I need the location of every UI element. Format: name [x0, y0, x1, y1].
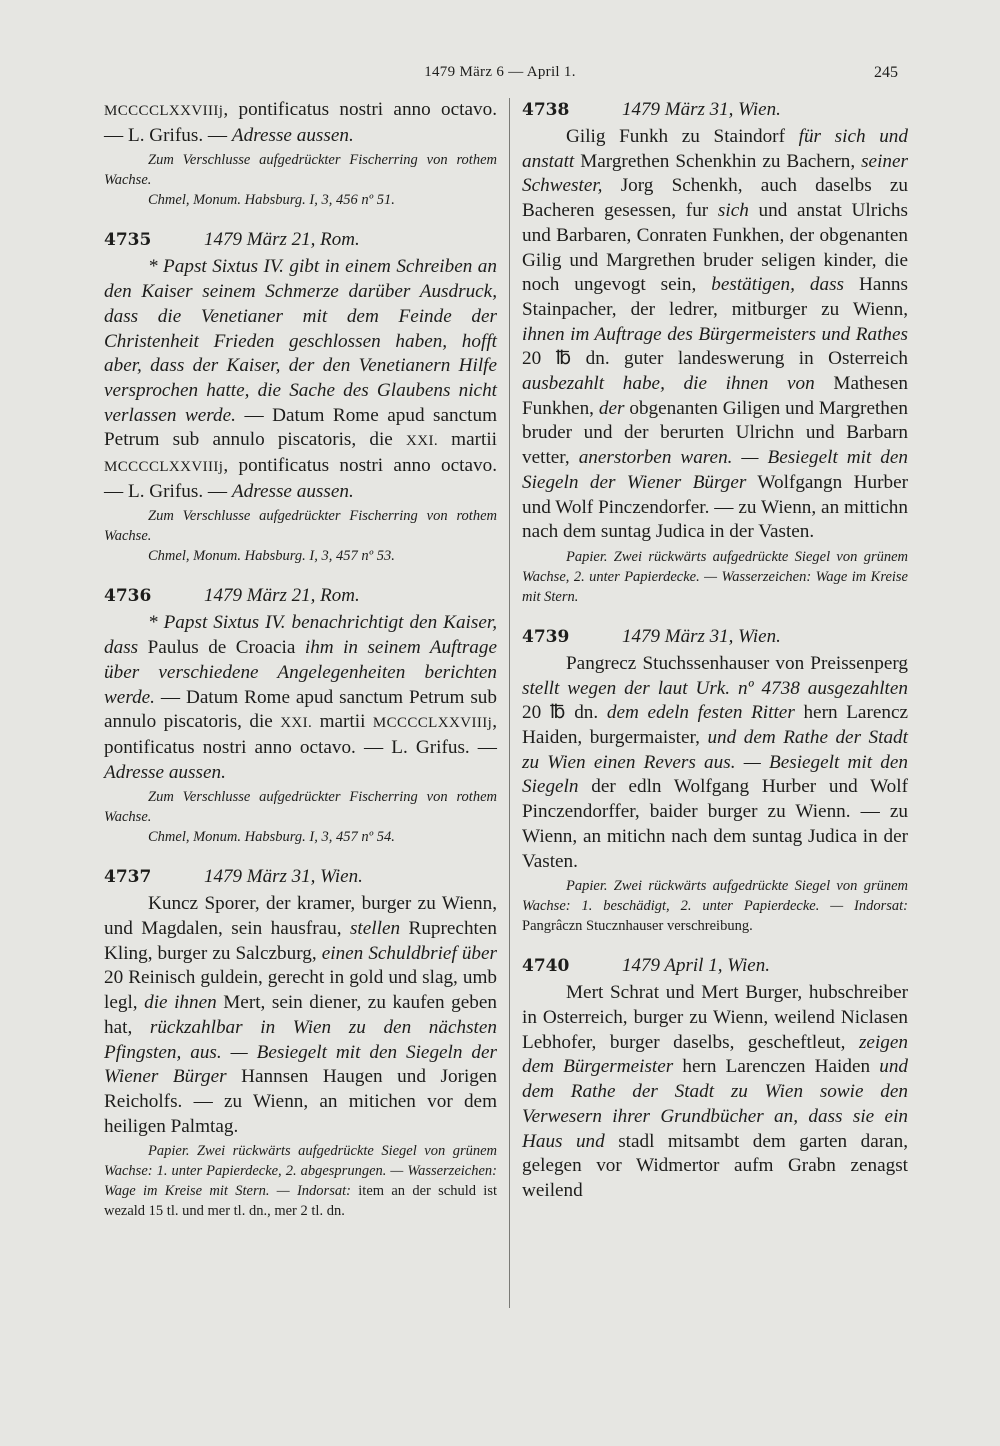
archive-note: Papier. Zwei rückwärts aufgedrückte Siegel von grünem Wachse: 1. unter Papierdecke, 2. abgesprungen. — Wasserzeichen: Wage im Kreise mit Stern. — Indorsat: item an der schuld ist wezald 15 tl. und mer tl. dn., mer 2 tl. dn. — [104, 1143, 497, 1220]
seal-note: Zum Verschlusse aufgedrückter Fischerring von rothem Wachse. — [104, 508, 497, 545]
entry-4739 — [522, 625, 908, 936]
entry-body: Gilig Funkh zu Staindorf für sich und anstatt Margrethen Schenkhin zu Bachern, seiner Schwester, Jorg Schenkh, auch daselbs zu Bacheren gesessen, fur sich und anstat Ulrichs und Barbaren, Conraten Funkhen, der obgenanten Gilig und Margrethen bruder seligen kinder, die noch ungevogt sein, bestätigen, dass Hanns Stainpacher, der ledrer, mitburger zu Wienn, ihnen im Auftrage des Bürgermeisters und Rathes 20 ℔ dn. guter landeswerung in Osterreich ausbezahlt habe, die ihnen von Mathesen Funkhen, der obgenanten Giligen und Margrethen bruder und der berurten Ulrichn und Barbarn vetter, anerstorben waren. — Besiegelt mit den Siegeln der Wiener Bürger Wolfgangn Hurber und Wolf Pinczendorfer. — zu Wienn, an mittichn nach dem suntag Judica in der Vasten. — [522, 126, 908, 543]
seal-note: Zum Verschlusse aufgedrückter Fischerring von rothem Wachse. — [104, 789, 497, 826]
entry-date: 1479 März 31, Wien. — [622, 99, 781, 120]
entry-number: 4735 — [104, 230, 152, 251]
source-citation: Chmel, Monum. Habsburg. I, 3, 457 nº 54. — [148, 829, 395, 846]
entry-body: Pangrecz Stuchssenhauser von Preissenperg stellt wegen der laut Urk. nº 4738 ausgezahlten 20 ℔ dn. dem edeln festen Ritter hern Larencz Haiden, burgermaister, und dem Rathe der Stadt zu Wien einen Revers aus. — Besiegelt mit den Siegeln der edln Wolfgang Hurber und Wolf Pinczendorffer, baider burger zu Wienn. — zu Wienn, an mitichn nach dem suntag Judica in der Vasten. — [522, 652, 908, 872]
column-divider — [509, 98, 510, 1308]
entry-date: 1479 März 31, Wien. — [204, 866, 363, 888]
right-column — [522, 98, 908, 1204]
entry-number: 4738 — [522, 100, 570, 120]
entry-date: 1479 April 1, Wien. — [622, 955, 770, 977]
entry-body: Kuncz Sporer, der kramer, burger zu Wienn, und Magdalen, sein hausfrau, stellen Ruprechten Kling, burger zu Salczburg, einen Schuldbrief über 20 Reinisch guldein, gerecht in gold und slag, umb legl, die ihnen Mert, sein diener, zu kaufen geben hat, rückzahlbar in Wien zu den nächsten Pfingsten, aus. — Besiegelt mit den Siegeln der Wiener Bürger Hannsen Haugen und Jorigen Reicholfs. — zu Wienn, an mitichen vor dem heiligen Palmtag. — [104, 893, 498, 1137]
entry-4740 — [522, 954, 908, 1203]
entry-body: * Papst Sixtus IV. gibt in einem Schreiben an den Kaiser seinem Schmerze darüber Ausdruck, dass die Venetianer mit dem Feinde der Christenheit Frieden geschlossen haben, hofft aber, dass der Kaiser, der den Venetianern Hilfe versprochen hatte, die Sache des Glaubens nicht verlassen werde. — Datum Rome apud sanctum Petrum sub annulo piscatoris, die XXI. martii MCCCCLXXVIIIj, pontificatus nostri anno octavo. — L. Grifus. — Adresse aussen. — [104, 256, 498, 502]
entry-number: 4739 — [522, 626, 570, 647]
archive-note: Papier. Zwei rückwärts aufgedrückte Siegel von grünem Wachse: 1. beschädigt, 2. unter Papierdecke. — Indorsat: Pangrâczn Stucznhauser verschreibung. — [522, 878, 908, 935]
entry-date: 1479 März 31, Wien. — [622, 625, 781, 647]
running-head — [0, 64, 1000, 86]
entry-continuation — [104, 98, 497, 210]
seal-note: Zum Verschlusse aufgedrückter Fischerring von rothem Wachse. — [104, 152, 497, 189]
running-head-title: 1479 März 6 — April 1. — [424, 64, 576, 80]
continuation-text: MCCCCLXXVIIIj, pontificatus nostri anno octavo. — L. Grifus. — Adresse aussen. — [104, 99, 497, 146]
source-citation: Chmel, Monum. Habsburg. I, 3, 457 nº 53. — [148, 548, 395, 565]
archive-note: Papier. Zwei rückwärts aufgedrückte Siegel von grünem Wachse, 2. unter Papierdecke. — Wasserzeichen: Wage im Kreise mit Stern. — [522, 548, 908, 605]
entry-4738 — [522, 98, 908, 607]
source-citation: Chmel, Monum. Habsburg. I, 3, 456 nº 51. — [148, 192, 395, 209]
entry-date: 1479 März 21, Rom. — [204, 229, 360, 251]
page-number: 245 — [874, 64, 898, 81]
left-column — [104, 98, 497, 1221]
entry-number: 4736 — [104, 586, 152, 607]
entry-body: Mert Schrat und Mert Burger, hubschreiber in Osterreich, burger zu Wienn, weilend Niclasen Lebhofer, burger daselbs, gescheftleut, zeigen dem Bürgermeister hern Larenczen Haiden und dem Rathe der Stadt zu Wien sowie den Verwesern ihrer Grundbücher an, dass sie ein Haus und stadl mitsambt dem garten daran, gelegen vor Widmertor aufm Grabn zenagst weilend — [522, 982, 909, 1201]
entry-4736 — [104, 584, 497, 847]
entry-number: 4737 — [104, 867, 152, 888]
entry-4735 — [104, 228, 497, 566]
entry-number: 4740 — [522, 956, 570, 977]
entry-date: 1479 März 21, Rom. — [204, 585, 360, 607]
entry-body: * Papst Sixtus IV. benachrichtigt den Kaiser, dass Paulus de Croacia ihm in seinem Auftrage über verschiedene Angelegenheiten berichten werde. — Datum Rome apud sanctum Petrum sub annulo piscatoris, die XXI. martii MCCCCLXXVIIIj, pontificatus nostri anno octavo. — L. Grifus. — Adresse aussen. — [104, 612, 497, 783]
entry-4737 — [104, 865, 497, 1221]
